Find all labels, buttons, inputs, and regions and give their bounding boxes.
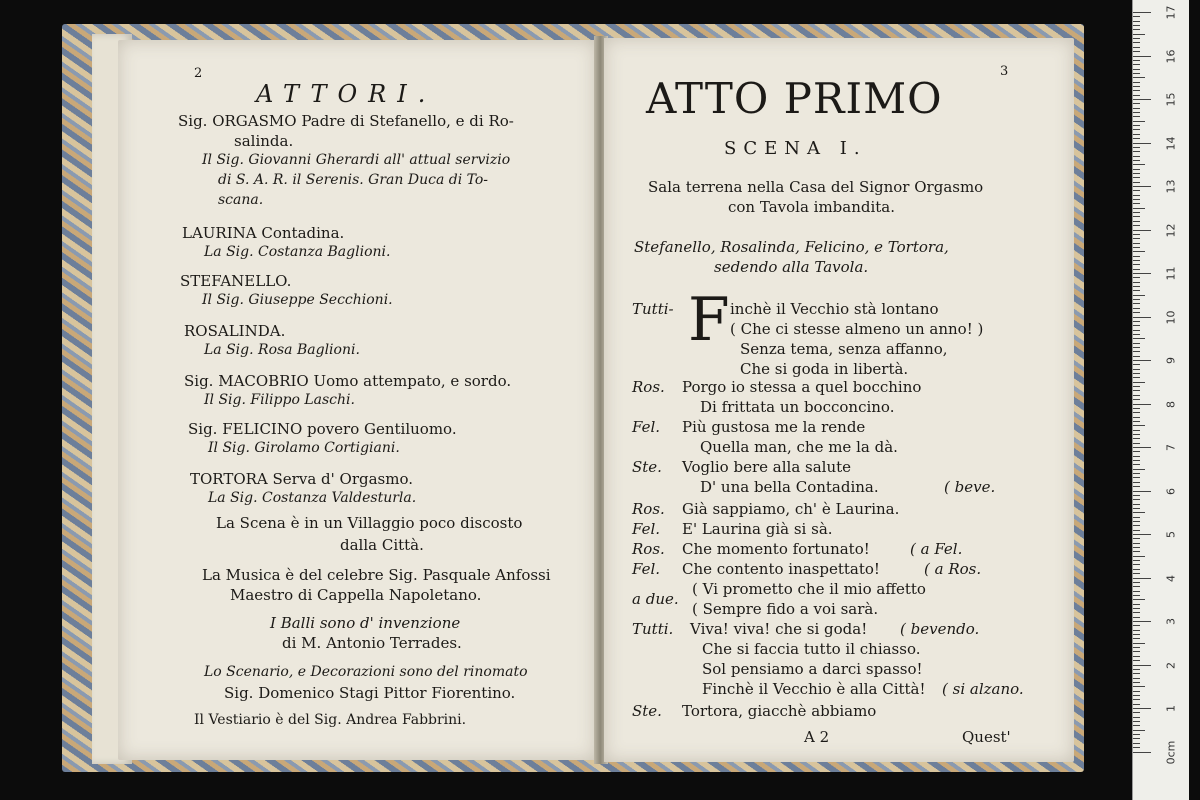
verse-line: Sol pensiamo a darci spasso!: [702, 660, 923, 678]
ruler-tick: [1133, 73, 1140, 74]
ruler-tick: [1133, 625, 1140, 626]
speaker-label: a due.: [632, 590, 679, 608]
ruler-tick: [1133, 164, 1145, 165]
speaker-label: Tutti.: [632, 620, 674, 638]
ruler-tick: [1133, 269, 1140, 270]
left-page: [118, 40, 596, 760]
ruler-number: 17: [1164, 5, 1178, 20]
stage-direction: ( beve.: [944, 478, 996, 496]
ruler-tick: [1133, 169, 1140, 170]
ruler-tick: [1133, 221, 1140, 222]
setting-line: Sala terrena nella Casa del Signor Orgasmo: [648, 178, 984, 196]
ruler-tick: [1133, 569, 1140, 570]
ruler-tick: [1133, 669, 1140, 670]
speaker-label: Ros.: [632, 540, 665, 558]
costume-credit: Il Vestiario è del Sig. Andrea Fabbrini.: [194, 712, 467, 728]
speaker-label: Ste.: [632, 458, 662, 476]
ruler-tick: [1133, 543, 1140, 544]
ruler-tick: [1133, 417, 1140, 418]
ruler-tick: [1133, 60, 1140, 61]
speaker-label: Tutti-: [632, 300, 674, 318]
ruler-tick: [1133, 103, 1140, 104]
ruler-number: 13: [1164, 179, 1178, 194]
ruler-tick: [1133, 343, 1140, 344]
ruler-tick: [1133, 138, 1140, 139]
cast-line: STEFANELLO.: [180, 272, 292, 290]
speaker-label: Fel.: [632, 560, 661, 578]
ruler-tick: [1133, 643, 1145, 644]
cast-line: di S. A. R. il Serenis. Gran Duca di To-: [218, 172, 489, 188]
ruler-tick: [1133, 317, 1151, 318]
ruler-tick: [1133, 630, 1140, 631]
ruler-tick: [1133, 295, 1145, 296]
cast-line: Sig. ORGASMO Padre di Stefanello, e di Ro-: [178, 112, 514, 130]
ruler-number: 0cm: [1164, 740, 1178, 764]
ruler-tick: [1133, 695, 1140, 696]
ruler-tick: [1133, 582, 1140, 583]
ruler-tick: [1133, 530, 1140, 531]
ruler-tick: [1133, 21, 1140, 22]
ruler-tick: [1133, 477, 1140, 478]
ruler-tick: [1133, 743, 1140, 744]
ruler-tick: [1133, 665, 1151, 666]
verse-line: Viva! viva! che si goda!: [690, 620, 868, 638]
ruler-tick: [1133, 160, 1140, 161]
cast-line: ROSALINDA.: [184, 322, 286, 340]
ruler-tick: [1133, 82, 1140, 83]
ruler-tick: [1133, 486, 1140, 487]
ruler-tick: [1133, 147, 1140, 148]
ruler-number: 5: [1164, 531, 1178, 538]
ruler-tick: [1133, 238, 1140, 239]
ruler-tick: [1133, 421, 1140, 422]
act-heading: ATTO PRIMO: [646, 74, 943, 123]
ruler-tick: [1133, 369, 1140, 370]
ruler-tick: [1133, 134, 1140, 135]
ruler-tick: [1133, 586, 1140, 587]
ruler-tick: [1133, 647, 1140, 648]
ruler-tick: [1133, 578, 1151, 579]
ruler-tick: [1133, 243, 1140, 244]
cast-line: sedendo alla Tavola.: [714, 258, 869, 276]
ruler-number: 4: [1164, 574, 1178, 582]
verse-line: Tortora, giacchè abbiamo: [682, 702, 877, 720]
ruler-tick: [1133, 25, 1140, 26]
ruler-tick: [1133, 651, 1140, 652]
ruler-tick: [1133, 182, 1140, 183]
right-page: [604, 38, 1074, 762]
ruler-tick: [1133, 738, 1140, 739]
ruler-tick: [1133, 599, 1145, 600]
cast-line: scana.: [218, 192, 264, 208]
cast-line: La Sig. Costanza Valdesturla.: [208, 490, 417, 506]
ruler-tick: [1133, 247, 1140, 248]
ruler-tick: [1133, 230, 1151, 231]
music-credit: Maestro di Cappella Napoletano.: [230, 586, 482, 604]
ruler-tick: [1133, 752, 1151, 753]
cast-line: salinda.: [234, 132, 294, 150]
verse-line: Quella man, che me la dà.: [700, 438, 898, 456]
ruler-tick: [1133, 404, 1151, 405]
setting-line: con Tavola imbandita.: [728, 198, 896, 216]
ruler-tick: [1133, 621, 1151, 622]
ruler-tick: [1133, 69, 1140, 70]
ruler-tick: [1133, 390, 1140, 391]
ruler-tick: [1133, 386, 1140, 387]
ruler-tick: [1133, 699, 1140, 700]
scene-heading: SCENA I.: [724, 138, 867, 159]
page-heading: ATTORI.: [256, 80, 437, 108]
ruler-tick: [1133, 177, 1140, 178]
stage-direction: ( a Fel.: [910, 540, 963, 558]
ruler-tick: [1133, 325, 1140, 326]
ruler-number: 11: [1164, 266, 1178, 281]
verse-line: Che si faccia tutto il chiasso.: [702, 640, 921, 658]
catchword: Quest': [962, 728, 1011, 746]
verse-line: Più gustosa me la rende: [682, 418, 866, 436]
ruler-tick: [1133, 347, 1140, 348]
ruler-tick: [1133, 551, 1140, 552]
ruler-tick: [1133, 656, 1140, 657]
ruler-tick: [1133, 156, 1140, 157]
ruler-tick: [1133, 730, 1145, 731]
ruler-tick: [1133, 321, 1140, 322]
ruler-tick: [1133, 12, 1151, 13]
scenery-credit: Lo Scenario, e Decorazioni sono del rinomato: [204, 664, 528, 680]
scene-note: La Scena è in un Villaggio poco discosto: [216, 514, 523, 532]
ruler-tick: [1133, 591, 1140, 592]
cast-line: Il Sig. Girolamo Cortigiani.: [208, 440, 400, 456]
ruler-tick: [1133, 151, 1140, 152]
ruler-tick: [1133, 303, 1140, 304]
ruler-tick: [1133, 51, 1140, 52]
ruler-tick: [1133, 556, 1145, 557]
ruler-tick: [1133, 234, 1140, 235]
ruler-tick: [1133, 682, 1140, 683]
ruler-tick: [1133, 408, 1140, 409]
ruler-number: 1: [1164, 705, 1178, 712]
ruler-tick: [1133, 525, 1140, 526]
ruler-tick: [1133, 86, 1140, 87]
ruler-tick: [1133, 299, 1140, 300]
ruler-tick: [1133, 143, 1151, 144]
ruler-tick: [1133, 290, 1140, 291]
stage-direction: ( si alzano.: [942, 680, 1024, 698]
ruler-tick: [1133, 508, 1140, 509]
ruler-tick: [1133, 547, 1140, 548]
ruler-tick: [1133, 604, 1140, 605]
cast-line: La Sig. Rosa Baglioni.: [204, 342, 360, 358]
ruler-tick: [1133, 495, 1140, 496]
ruler-tick: [1133, 425, 1145, 426]
speaker-label: Ros.: [632, 378, 665, 396]
ruler-tick: [1133, 129, 1140, 130]
ruler-tick: [1133, 338, 1145, 339]
ruler-tick: [1133, 521, 1140, 522]
page-number: 3: [1000, 64, 1009, 79]
ruler-tick: [1133, 538, 1140, 539]
ruler-number: 14: [1164, 136, 1178, 150]
ruler-tick: [1133, 90, 1140, 91]
scenery-credit: Sig. Domenico Stagi Pittor Fiorentino.: [224, 684, 516, 702]
ruler-tick: [1133, 112, 1140, 113]
ruler-tick: [1133, 360, 1151, 361]
speaker-label: Fel.: [632, 418, 661, 436]
ballet-credit: di M. Antonio Terrades.: [282, 634, 462, 652]
page-number: 2: [194, 66, 203, 81]
ruler-tick: [1133, 456, 1140, 457]
ruler-tick: [1133, 16, 1140, 17]
ruler-tick: [1133, 595, 1140, 596]
ruler-tick: [1133, 38, 1140, 39]
ruler-tick: [1133, 691, 1140, 692]
verse-line: Porgo io stessa a quel bocchino: [682, 378, 922, 396]
ruler-number: 9: [1164, 357, 1178, 364]
ruler-number: 16: [1164, 49, 1178, 63]
cast-line: LAURINA Contadina.: [182, 224, 345, 242]
ruler-tick: [1133, 434, 1140, 435]
ruler-tick: [1133, 460, 1140, 461]
stage-direction: ( a Ros.: [924, 560, 982, 578]
ruler-tick: [1133, 451, 1140, 452]
verse-line: Già sappiamo, ch' è Laurina.: [682, 500, 900, 518]
ruler-tick: [1133, 473, 1140, 474]
ruler-tick: [1133, 199, 1140, 200]
ruler-tick: [1133, 412, 1140, 413]
ruler-tick: [1133, 256, 1140, 257]
cast-line: Stefanello, Rosalinda, Felicino, e Tortora,: [634, 238, 949, 256]
ruler-tick: [1133, 660, 1140, 661]
verse-line: Che momento fortunato!: [682, 540, 870, 558]
ruler-tick: [1133, 264, 1140, 265]
ruler-tick: [1133, 382, 1145, 383]
ruler-tick: [1133, 251, 1145, 252]
ruler-tick: [1133, 312, 1140, 313]
ruler-tick: [1133, 612, 1140, 613]
ruler-tick: [1133, 573, 1140, 574]
verse-line: Di frittata un bocconcino.: [700, 398, 895, 416]
ruler-tick: [1133, 717, 1140, 718]
ballet-credit: I Balli sono d' invenzione: [270, 614, 461, 632]
cast-line: Il Sig. Giuseppe Secchioni.: [202, 292, 393, 308]
ruler-tick: [1133, 517, 1140, 518]
ruler-tick: [1133, 190, 1140, 191]
ruler-tick: [1133, 173, 1140, 174]
verse-line: Finchè il Vecchio è alla Città!: [702, 680, 926, 698]
ruler-tick: [1133, 277, 1140, 278]
ruler-number: 8: [1164, 400, 1178, 408]
ruler-tick: [1133, 373, 1140, 374]
ruler-tick: [1133, 469, 1145, 470]
verse-line: Che si goda in libertà.: [740, 360, 909, 378]
ruler-tick: [1133, 708, 1151, 709]
ruler-tick: [1133, 560, 1140, 561]
verse-line: D' una bella Contadina.: [700, 478, 879, 496]
ruler-number: 12: [1164, 223, 1178, 237]
ruler-tick: [1133, 673, 1140, 674]
ruler-tick: [1133, 678, 1140, 679]
ruler-tick: [1133, 747, 1140, 748]
ruler-tick: [1133, 686, 1145, 687]
cast-line: Il Sig. Filippo Laschi.: [204, 392, 355, 408]
ruler-tick: [1133, 634, 1140, 635]
ruler-tick: [1133, 334, 1140, 335]
ruler-number: 15: [1164, 92, 1178, 107]
ruler-tick: [1133, 212, 1140, 213]
stage-direction: ( bevendo.: [900, 620, 980, 638]
ruler-tick: [1133, 725, 1140, 726]
ruler-tick: [1133, 377, 1140, 378]
music-credit: La Musica è del celebre Sig. Pasquale Anfossi: [202, 566, 551, 584]
ruler-tick: [1133, 482, 1140, 483]
ruler-tick: [1133, 116, 1140, 117]
ruler-tick: [1133, 704, 1140, 705]
ruler-number: 10: [1164, 310, 1178, 324]
ruler-tick: [1133, 399, 1140, 400]
signature-mark: A 2: [804, 728, 830, 746]
ruler-tick: [1133, 216, 1140, 217]
verse-line: Voglio bere alla salute: [682, 458, 852, 476]
ruler-tick: [1133, 208, 1145, 209]
ruler-tick: [1133, 47, 1140, 48]
speaker-label: Ste.: [632, 702, 662, 720]
speaker-label: Ros.: [632, 500, 665, 518]
ruler-tick: [1133, 330, 1140, 331]
verse-line: Che contento inaspettato!: [682, 560, 880, 578]
ruler-tick: [1133, 447, 1151, 448]
ruler-tick: [1133, 395, 1140, 396]
ruler-tick: [1133, 638, 1140, 639]
cast-line: Sig. FELICINO povero Gentiluomo.: [188, 420, 457, 438]
cast-line: TORTORA Serva d' Orgasmo.: [190, 470, 414, 488]
ruler-tick: [1133, 286, 1140, 287]
ruler-tick: [1133, 356, 1140, 357]
ruler-tick: [1133, 282, 1140, 283]
ruler-number: 3: [1164, 618, 1178, 625]
ruler-tick: [1133, 608, 1140, 609]
ruler-tick: [1133, 273, 1151, 274]
ruler-tick: [1133, 195, 1140, 196]
verse-line: ( Sempre fido a voi sarà.: [692, 600, 879, 618]
ruler-number: 2: [1164, 661, 1178, 669]
ruler-tick: [1133, 734, 1140, 735]
ruler-tick: [1133, 34, 1145, 35]
ruler-number: 6: [1164, 487, 1178, 495]
ruler-tick: [1133, 95, 1140, 96]
ruler-tick: [1133, 512, 1145, 513]
verse-line: ( Che ci stesse almeno un anno! ): [730, 320, 984, 338]
verse-line: E' Laurina già si sà.: [682, 520, 833, 538]
drop-cap: F: [688, 285, 730, 355]
ruler-tick: [1133, 438, 1140, 439]
ruler-tick: [1133, 186, 1151, 187]
ruler-tick: [1133, 721, 1140, 722]
verse-line: inchè il Vecchio stà lontano: [730, 300, 939, 318]
verse-line: Senza tema, senza affanno,: [740, 340, 948, 358]
ruler-tick: [1133, 430, 1140, 431]
ruler-tick: [1133, 443, 1140, 444]
ruler-tick: [1133, 42, 1140, 43]
ruler-tick: [1133, 56, 1151, 57]
cast-line: Sig. MACOBRIO Uomo attempato, e sordo.: [184, 372, 512, 390]
ruler-tick: [1133, 499, 1140, 500]
ruler-tick: [1133, 504, 1140, 505]
ruler-tick: [1133, 108, 1140, 109]
ruler-tick: [1133, 99, 1151, 100]
ruler-tick: [1133, 203, 1140, 204]
ruler-tick: [1133, 125, 1140, 126]
ruler-tick: [1133, 308, 1140, 309]
ruler-tick: [1133, 617, 1140, 618]
ruler-tick: [1133, 712, 1140, 713]
ruler-tick: [1133, 121, 1145, 122]
ruler-tick: [1133, 64, 1140, 65]
ruler-tick: [1133, 351, 1140, 352]
ruler-tick: [1133, 260, 1140, 261]
ruler-tick: [1133, 564, 1140, 565]
ruler-tick: [1133, 225, 1140, 226]
cast-line: La Sig. Costanza Baglioni.: [204, 244, 391, 260]
ruler-tick: [1133, 491, 1151, 492]
cast-line: Il Sig. Giovanni Gherardi all' attual servizio: [202, 152, 511, 168]
measuring-ruler: [1132, 0, 1189, 800]
ruler-number: 7: [1164, 444, 1178, 451]
speaker-label: Fel.: [632, 520, 661, 538]
ruler-tick: [1133, 464, 1140, 465]
ruler-tick: [1133, 534, 1151, 535]
scene-note: dalla Città.: [340, 536, 424, 554]
ruler-tick: [1133, 29, 1140, 30]
ruler-tick: [1133, 77, 1145, 78]
ruler-tick: [1133, 364, 1140, 365]
verse-line: ( Vi prometto che il mio affetto: [692, 580, 926, 598]
